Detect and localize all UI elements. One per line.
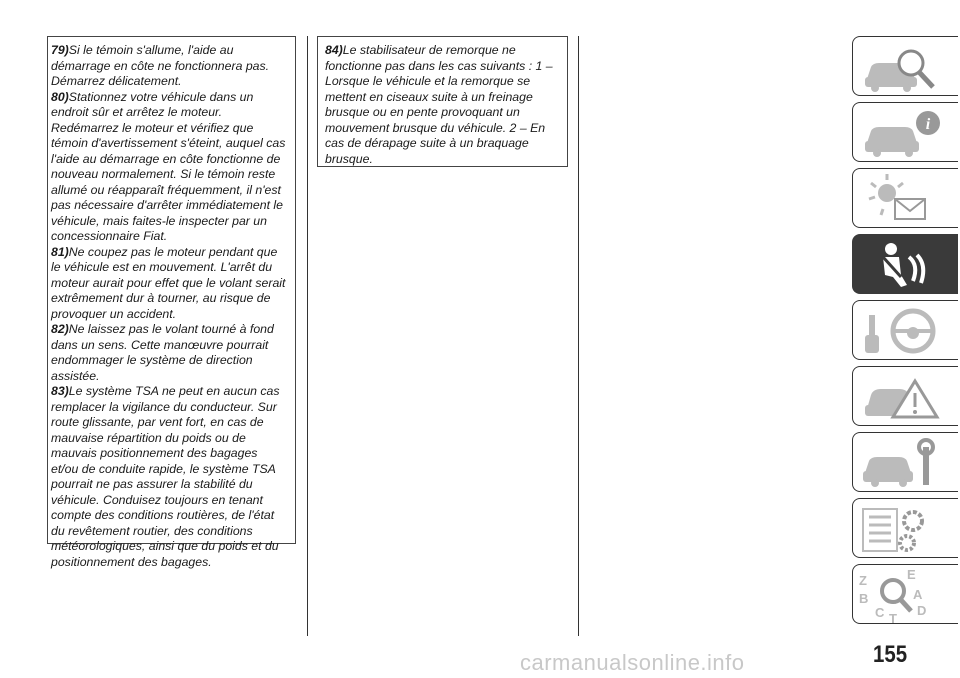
index-letter: D	[917, 603, 927, 618]
note-line	[51, 121, 295, 137]
note-line	[51, 369, 295, 385]
note-line	[51, 276, 295, 292]
note-text: Ne laissez pas le volant tourné à fond	[68, 322, 274, 336]
tab-safety[interactable]	[852, 234, 958, 294]
note-line	[51, 74, 295, 90]
page-number: 155	[873, 641, 908, 668]
key-steering-wheel-icon	[853, 301, 959, 361]
column-divider	[578, 36, 579, 636]
note-line	[325, 121, 567, 137]
note-text: moteur aurait pour effet que le volant serait	[51, 275, 286, 290]
note-line	[51, 291, 295, 307]
tab-maintenance[interactable]	[852, 432, 958, 492]
note-text: assistée.	[51, 368, 100, 383]
note-line	[51, 493, 295, 509]
note-text: cas de dérapage suite à un braquage	[325, 136, 529, 150]
column-divider	[307, 36, 308, 636]
note-text: Le stabilisateur de remorque ne	[342, 43, 516, 57]
car-wrench-icon	[853, 433, 959, 493]
notes-box-right	[317, 36, 568, 167]
note-text: mettent en ciseaux suite à un freinage	[325, 89, 533, 104]
seatbelt-airbag-icon	[853, 235, 959, 295]
tab-car-info[interactable]	[852, 102, 958, 162]
note-text: extrêmement dur à tourner, au risque de	[51, 291, 271, 305]
note-text: mauvais positionnement des bagages	[51, 446, 258, 460]
note-line	[51, 105, 295, 121]
note-line	[51, 307, 295, 323]
note-number: 84)	[325, 43, 343, 57]
note-line	[51, 152, 295, 168]
note-line	[325, 105, 567, 121]
note-line	[325, 152, 567, 168]
note-line	[325, 74, 567, 90]
index-letter: A	[913, 587, 923, 602]
note-line	[51, 415, 295, 431]
note-text: allumé ou réapparaît fréquemment, il n'est	[51, 182, 281, 197]
note-line	[51, 59, 295, 75]
spec-list-gears-icon	[853, 499, 959, 559]
tab-car-search[interactable]	[852, 36, 958, 96]
warning-light-message-icon	[853, 169, 959, 229]
note-line	[51, 539, 295, 555]
note-text: nouveau normalement. Si le témoin reste	[51, 167, 276, 181]
note-text: concessionnaire Fiat.	[51, 229, 168, 243]
notes-box-left	[47, 36, 296, 569]
note-text: mouvement brusque du véhicule. 2 – En	[325, 120, 546, 135]
note-text: mauvaise répartition du poids ou de	[51, 430, 246, 445]
note-line	[51, 229, 295, 245]
note-line	[51, 198, 295, 214]
alphabetical-index-search-icon	[853, 565, 959, 625]
note-text: endommager le système de direction	[51, 353, 253, 367]
note-text: provoquer un accident.	[51, 306, 177, 321]
index-letter: Z	[859, 573, 867, 588]
note-text: brusque.	[325, 151, 373, 166]
car-search-icon	[853, 37, 959, 97]
note-text: Le système TSA ne peut en aucun cas	[68, 384, 280, 398]
note-text: route glissante, par vent fort, en cas de	[51, 415, 264, 429]
note-text: Redémarrez le moteur et vérifiez que	[51, 120, 254, 135]
note-line	[51, 400, 295, 416]
note-number: 81)	[51, 244, 69, 259]
note-text: Si le témoin s'allume, l'aide au	[68, 43, 234, 57]
note-line	[51, 555, 295, 571]
svg-text:i: i	[925, 116, 931, 133]
note-text: et/ou de conduite rapide, le système TSA	[51, 461, 276, 476]
note-line	[51, 183, 295, 199]
index-letter: C	[875, 605, 885, 620]
note-number: 79)	[51, 43, 69, 57]
note-line	[51, 462, 295, 478]
note-line	[51, 338, 295, 354]
note-line	[51, 322, 295, 338]
note-line	[51, 136, 295, 152]
note-line	[325, 59, 567, 75]
note-text: Lorsque le véhicule et la remorque se	[325, 74, 531, 88]
note-line	[51, 524, 295, 540]
note-line	[51, 167, 295, 183]
note-line	[51, 245, 295, 261]
watermark: carmanualsonline.info	[520, 650, 745, 675]
note-text: positionnement des bagages.	[51, 554, 212, 569]
note-text: pourrait ne pas assurer la stabilité du	[51, 477, 253, 491]
note-number: 80)	[51, 89, 69, 104]
car-warning-triangle-icon	[853, 367, 959, 427]
note-text: endroit sûr et arrêtez le moteur.	[51, 105, 223, 119]
note-line	[51, 477, 295, 493]
note-text: du revêtement routier, des conditions	[51, 523, 253, 538]
tab-technical-data[interactable]	[852, 498, 958, 558]
note-text: Démarrez délicatement.	[51, 74, 182, 88]
note-line	[325, 90, 567, 106]
note-line	[325, 43, 567, 59]
note-text: démarrage en côte ne fonctionnera pas.	[51, 58, 270, 73]
tab-emergency[interactable]	[852, 366, 958, 426]
note-line	[325, 136, 567, 152]
index-letter: T	[889, 611, 897, 625]
tab-index[interactable]	[852, 564, 958, 624]
tab-warning-lights[interactable]	[852, 168, 958, 228]
note-line	[51, 353, 295, 369]
note-text: météorologiques, ainsi que du poids et du	[51, 539, 279, 553]
note-number: 83)	[51, 384, 69, 398]
note-text: le véhicule est en mouvement. L'arrêt du	[51, 260, 273, 274]
note-line	[51, 384, 295, 400]
note-number: 82)	[51, 322, 69, 336]
index-letter: B	[859, 591, 869, 606]
note-text: pas nécessaire d'arrêter immédiatement le	[51, 198, 283, 212]
note-text: fonctionne pas dans les cas suivants : 1 –	[325, 58, 553, 73]
car-info-icon	[853, 103, 959, 163]
note-text: véhicule, mais faites-le inspecter par un	[51, 213, 267, 228]
note-line	[51, 508, 295, 524]
note-line	[51, 214, 295, 230]
note-text: Ne coupez pas le moteur pendant que	[68, 244, 278, 259]
note-line	[51, 260, 295, 276]
note-text: dans un sens. Cette manœuvre pourrait	[51, 337, 269, 352]
note-line	[51, 446, 295, 462]
tab-starting-driving[interactable]	[852, 300, 958, 360]
note-text: témoin d'avertissement s'éteint, auquel cas	[51, 136, 286, 150]
note-text: brusque ou en pente provoquant un	[325, 105, 520, 119]
note-text: compte des conditions routières, de l'état	[51, 508, 275, 522]
note-line	[51, 90, 295, 106]
note-text: remplacer la vigilance du conducteur. Sur	[51, 399, 277, 414]
note-text: véhicule. Conduisez toujours en tenant	[51, 492, 263, 507]
note-line	[51, 431, 295, 447]
note-text: Stationnez votre véhicule dans un	[68, 89, 254, 104]
index-letter: E	[907, 567, 916, 582]
note-text: l'aide au démarrage en côte fonctionne de	[51, 151, 281, 166]
note-line	[51, 43, 295, 59]
